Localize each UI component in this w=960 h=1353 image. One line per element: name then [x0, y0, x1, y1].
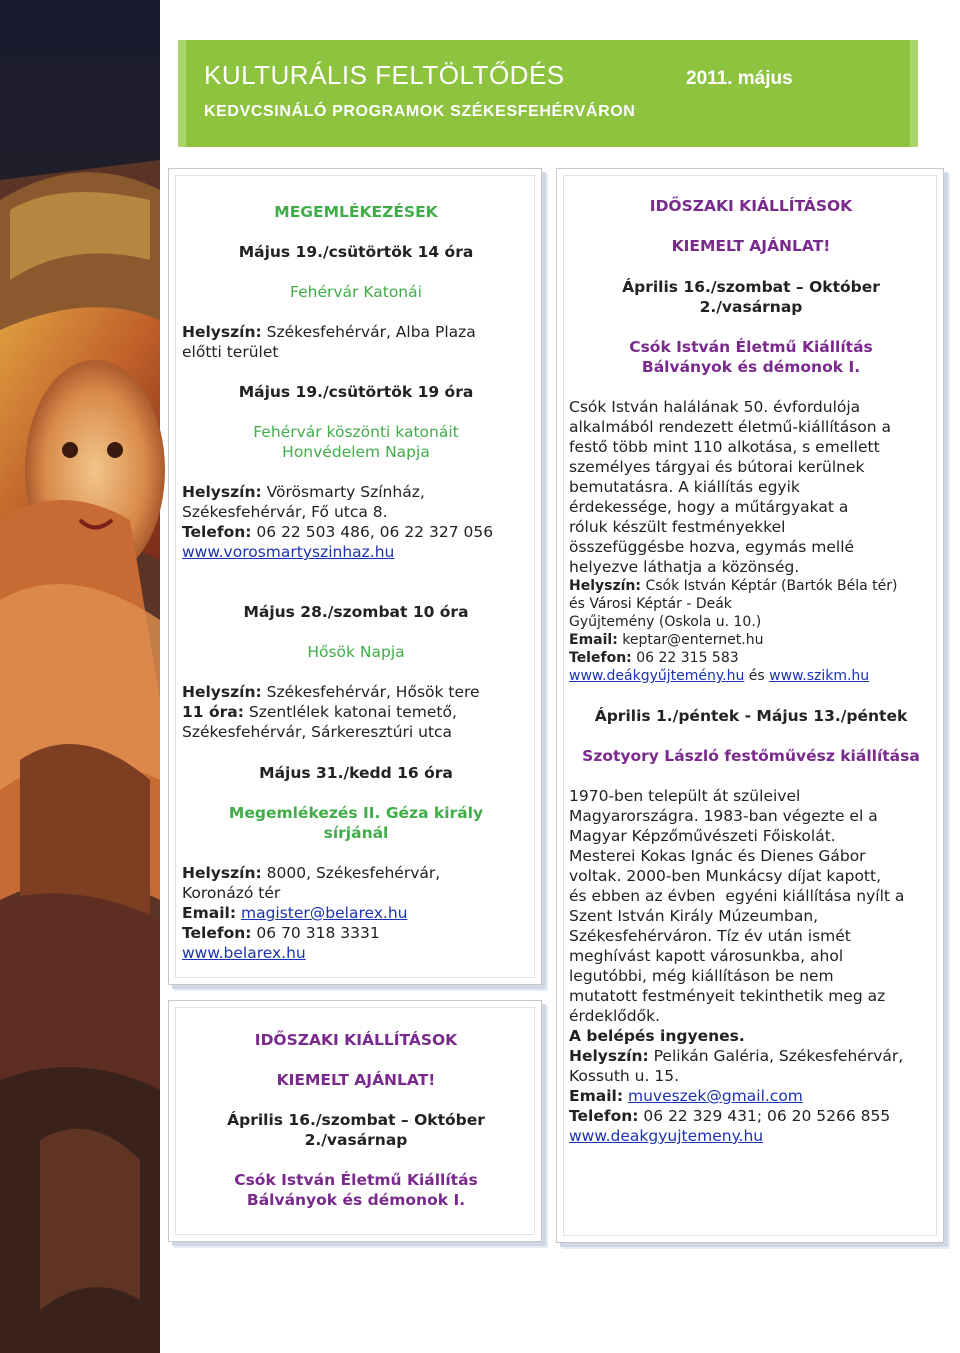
- description-line: legutóbbi, még kiállításon be nem: [569, 967, 834, 985]
- event-date: Május 19./csütörtök 19 óra: [238, 383, 474, 401]
- free-entry-note: A belépés ingyenes.: [569, 1027, 745, 1045]
- page-subtitle: KEDVCSINÁLÓ PROGRAMOK SZÉKESFEHÉRVÁRON: [204, 103, 636, 120]
- phone-text: 06 22 329 431; 06 20 5266 855: [643, 1107, 891, 1125]
- venue-text: Székesfehérvár, Alba Plaza: [266, 323, 476, 341]
- event-date: Május 31./kedd 16 óra: [259, 764, 453, 782]
- description-line: alkalmából rendezett életmű-kiállításon a: [569, 418, 892, 436]
- description-line: Mesterei Kokas Ignác és Dienes Gábor: [569, 847, 866, 865]
- phone-text: 06 22 503 486, 06 22 327 056: [256, 523, 494, 541]
- description-line: festő több mint 110 alkotása, s emellett: [569, 438, 880, 456]
- exhibition-date-line2: 2./vasárnap: [699, 298, 803, 316]
- section-heading: IDŐSZAKI KIÁLLÍTÁSOK: [649, 197, 853, 215]
- exhibition-venue-line3: Gyűjtemény (Oskola u. 10.): [569, 614, 762, 630]
- description-line: Székesfehérváron. Tíz év után ismét: [569, 927, 851, 945]
- email-text: keptar@enternet.hu: [622, 632, 764, 648]
- exhibition-title-line2: Bálványok és démonok I.: [641, 358, 861, 376]
- website-link[interactable]: www.vorosmartyszinhaz.hu: [182, 543, 395, 561]
- exhibition-email: [569, 631, 763, 649]
- exhibition-email: [569, 1086, 803, 1106]
- event-venue: [182, 682, 480, 702]
- email-link[interactable]: magister@belarex.hu: [240, 904, 408, 922]
- description-line: érdekessége, hogy a műtárgyakat a: [569, 498, 849, 516]
- time-text: Szentlélek katonai temető,: [248, 703, 457, 721]
- banner-stripe: [178, 40, 186, 147]
- exhibition-venue-line2: és Városi Képtár - Deák: [569, 596, 732, 612]
- featured-label: KIEMELT AJÁNLAT!: [671, 237, 831, 255]
- venue-text: Vörösmarty Színház,: [266, 483, 425, 501]
- phone-text: 06 70 318 3331: [256, 924, 380, 942]
- event-venue: [182, 322, 476, 342]
- event-title: Megemlékezés II. Géza király: [228, 804, 484, 822]
- exhibition-date: Április 16./szombat – Október: [622, 278, 880, 296]
- venue-label: Helyszín:: [182, 483, 262, 501]
- header-banner: [178, 40, 918, 151]
- websites-separator: és: [744, 668, 770, 684]
- website-link[interactable]: www.deakgyujtemeny.hu: [569, 1127, 764, 1145]
- event-date: Május 19./csütörtök 14 óra: [238, 243, 474, 261]
- exhibition-title: Csók István Életmű Kiállítás: [234, 1171, 478, 1189]
- event-title-line2: sírjánál: [323, 824, 389, 842]
- description-line: róluk készült festményekkel: [569, 518, 786, 536]
- description-line: Magyarországra. 1983-ban végezte el a: [569, 807, 878, 825]
- email-link[interactable]: muveszek@gmail.com: [627, 1087, 803, 1105]
- description-line: 1970-ben települt át szüleivel: [569, 787, 801, 805]
- description-line: helyezve láthatja a közönség.: [569, 558, 800, 576]
- description-line: bemutatásra. A kiállítás egyik: [569, 478, 800, 496]
- section-heading: MEGEMLÉKEZÉSEK: [274, 203, 438, 221]
- venue-label: Helyszín:: [182, 864, 262, 882]
- exhibition-phone: [569, 649, 739, 667]
- venue-text: Csók István Képtár (Bartók Béla tér): [645, 578, 898, 594]
- exhibition-title: Csók István Életmű Kiállítás: [629, 338, 873, 356]
- description-line: és ebben az évben egyéni kiállítása nyílt a: [569, 887, 905, 905]
- description-line: összefüggésbe hozva, egymás mellé: [569, 538, 855, 556]
- event-time: [182, 702, 457, 722]
- commemorations-panel: [168, 168, 542, 985]
- exhibition-websites: [569, 667, 869, 685]
- phone-text: 06 22 315 583: [636, 650, 739, 666]
- venue-label: Helyszín:: [569, 578, 641, 594]
- exhibition-title: Szotyory László festőművész kiállítása: [582, 747, 920, 765]
- venue-text: 8000, Székesfehérvár,: [266, 864, 441, 882]
- event-date: Május 28./szombat 10 óra: [243, 603, 469, 621]
- event-venue: [182, 482, 425, 502]
- event-email: [182, 903, 408, 923]
- exhibitions-panel-left: [168, 1000, 542, 1242]
- exhibition-phone: [569, 1106, 890, 1126]
- event-title: Fehérvár köszönti katonáit: [253, 423, 459, 441]
- website-link[interactable]: www.deákgyűjtemény.hu: [569, 668, 745, 684]
- phone-label: Telefon:: [569, 1107, 639, 1125]
- phone-label: Telefon:: [182, 523, 252, 541]
- event-phone: [182, 923, 380, 943]
- website-link[interactable]: www.belarex.hu: [182, 944, 306, 962]
- venue-label: Helyszín:: [569, 1047, 649, 1065]
- exhibition-date: Április 1./péntek - Május 13./péntek: [594, 707, 908, 725]
- venue-text: Székesfehérvár, Hősök tere: [266, 683, 480, 701]
- event-time-line2: Székesfehérvár, Sárkeresztúri utca: [182, 723, 453, 741]
- exhibition-venue: [569, 1046, 903, 1066]
- description-line: Magyar Képzőművészeti Főiskolát.: [569, 827, 836, 845]
- issue-date: 2011. május: [686, 68, 793, 89]
- description-line: voltak. 2000-ben Munkácsy díjat kapott,: [569, 867, 882, 885]
- description-line: érdeklődők.: [569, 1007, 661, 1025]
- email-label: Email:: [569, 1087, 624, 1105]
- phone-label: Telefon:: [569, 650, 632, 666]
- banner-stripe: [910, 40, 918, 147]
- event-title-line2: Honvédelem Napja: [282, 443, 430, 461]
- event-phone: [182, 522, 493, 542]
- description-line: Szent István Király Múzeumban,: [569, 907, 819, 925]
- email-label: Email:: [569, 632, 618, 648]
- description-line: meghívást kapott városunkba, ahol: [569, 947, 844, 965]
- website-link[interactable]: www.szikm.hu: [769, 668, 870, 684]
- event-title: Hősök Napja: [307, 643, 405, 661]
- email-label: Email:: [182, 904, 237, 922]
- section-heading: IDŐSZAKI KIÁLLÍTÁSOK: [254, 1031, 458, 1049]
- event-venue: [182, 863, 440, 883]
- exhibition-title-line2: Bálványok és démonok I.: [246, 1191, 466, 1209]
- description-line: mutatott festményeit tekinthetik meg az: [569, 987, 886, 1005]
- exhibitions-panel-right: [556, 168, 944, 1243]
- exhibition-venue: [569, 577, 897, 595]
- venue-text: Pelikán Galéria, Székesfehérvár,: [653, 1047, 904, 1065]
- exhibition-venue-line2: Kossuth u. 15.: [569, 1067, 680, 1085]
- page-title: KULTURÁLIS FELTÖLTŐDÉS: [204, 60, 565, 90]
- event-venue-line2: előtti terület: [182, 343, 279, 361]
- event-venue-line2: Koronázó tér: [182, 884, 281, 902]
- exhibition-date-line2: 2./vasárnap: [304, 1131, 408, 1149]
- venue-label: Helyszín:: [182, 323, 262, 341]
- description-line: személyes tárgyai és bútorai kerülnek: [569, 458, 865, 476]
- phone-label: Telefon:: [182, 924, 252, 942]
- description-line: Csók István halálának 50. évfordulója: [569, 398, 861, 416]
- exhibition-date: Április 16./szombat – Október: [227, 1111, 485, 1129]
- event-title: Fehérvár Katonái: [290, 283, 422, 301]
- featured-label: KIEMELT AJÁNLAT!: [276, 1071, 436, 1089]
- time-label: 11 óra:: [182, 703, 244, 721]
- venue-label: Helyszín:: [182, 683, 262, 701]
- event-venue-line2: Székesfehérvár, Fő utca 8.: [182, 503, 388, 521]
